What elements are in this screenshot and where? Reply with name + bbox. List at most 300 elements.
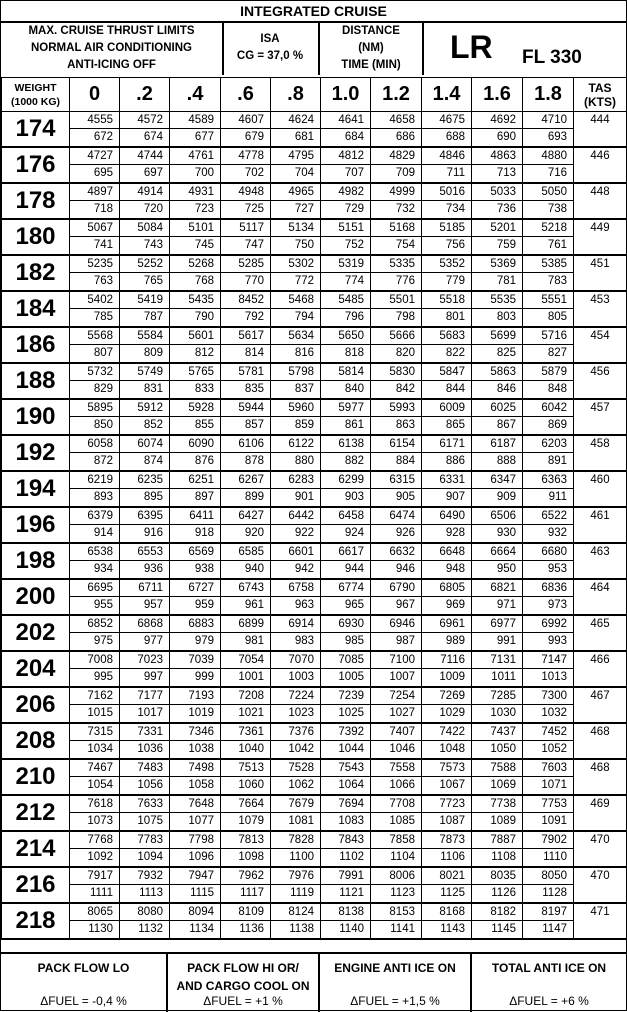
distance-time-cell — [523, 183, 574, 219]
distance-time-cell — [120, 543, 170, 579]
distance-time-cell — [120, 687, 170, 723]
distance-time-cell — [120, 723, 170, 759]
distance-time-cell — [321, 291, 371, 327]
footer-value: ΔFUEL = +1 % — [203, 994, 283, 1008]
distance-time-cell — [321, 867, 371, 903]
distance-time-cell — [321, 903, 371, 939]
time-value: 1058 — [188, 779, 214, 791]
distance-value: 7361 — [221, 724, 270, 741]
distance-time-cell — [523, 867, 574, 903]
time-value: 672 — [93, 131, 113, 143]
footer-label: ENGINE ANTI ICE ON — [334, 961, 456, 975]
time-value: 1111 — [89, 887, 113, 899]
distance-value: 7932 — [120, 868, 169, 885]
distance-value: 4572 — [120, 112, 169, 129]
distance-time-cell — [371, 399, 422, 435]
distance-value: 4931 — [170, 184, 220, 201]
distance-time-cell — [472, 903, 523, 939]
time-value: 716 — [547, 167, 567, 179]
time-value: 981 — [244, 635, 264, 647]
time-value: 973 — [547, 599, 567, 611]
time-value: 893 — [93, 491, 113, 503]
time-value: 991 — [496, 635, 516, 647]
distance-time-cell — [422, 507, 472, 543]
distance-value: 7738 — [472, 796, 522, 813]
page-title: INTEGRATED CRUISE — [1, 1, 626, 23]
time-value: 938 — [194, 563, 214, 575]
distance-time-cell — [170, 255, 221, 291]
distance-value: 7070 — [271, 652, 320, 669]
time-value: 1001 — [238, 671, 264, 683]
tas-cell: 471 — [574, 903, 627, 939]
distance-value: 6411 — [170, 508, 220, 525]
distance-value: 4999 — [371, 184, 421, 201]
distance-value: 7437 — [472, 724, 522, 741]
time-value: 957 — [143, 599, 163, 611]
distance-time-cell — [170, 759, 221, 795]
time-value: 1036 — [137, 743, 163, 755]
time-value: 932 — [547, 527, 567, 539]
distance-time-cell — [120, 219, 170, 255]
time-value: 999 — [194, 671, 214, 683]
distance-value: 7633 — [120, 796, 169, 813]
distance-time-cell — [371, 795, 422, 831]
distance-time-cell — [472, 759, 523, 795]
distance-value: 4846 — [422, 148, 471, 165]
tas-column-header — [574, 78, 627, 112]
distance-value: 5185 — [422, 220, 471, 237]
weight-cell: 188 — [2, 363, 70, 399]
distance-time-cell — [271, 579, 321, 615]
time-value: 948 — [445, 563, 465, 575]
distance-value: 5084 — [120, 220, 169, 237]
time-value: 1141 — [390, 923, 415, 935]
distance-time-cell — [120, 867, 170, 903]
time-value: 907 — [445, 491, 465, 503]
distance-time-cell — [271, 795, 321, 831]
distance-value: 6106 — [221, 436, 270, 453]
distance-value: 5352 — [422, 256, 471, 273]
distance-time-cell — [70, 831, 120, 867]
time-value: 1013 — [541, 671, 567, 683]
distance-time-cell — [120, 183, 170, 219]
delta-column-header: 1.8 — [523, 78, 574, 112]
distance-value: 4555 — [70, 112, 119, 129]
time-value: 1081 — [288, 815, 314, 827]
distance-time-cell — [271, 183, 321, 219]
delta-column-header: 1.4 — [422, 78, 472, 112]
time-value: 1040 — [238, 743, 264, 755]
distance-time-cell — [221, 723, 271, 759]
time-value: 700 — [194, 167, 214, 179]
distance-time-cell — [120, 903, 170, 939]
time-value: 855 — [194, 419, 214, 431]
distance-value: 5335 — [371, 256, 421, 273]
distance-value: 6930 — [321, 616, 370, 633]
distance-time-cell — [371, 112, 422, 148]
time-value: 971 — [496, 599, 516, 611]
time-value: 681 — [294, 131, 314, 143]
distance-value: 6203 — [523, 436, 573, 453]
distance-time-cell — [321, 507, 371, 543]
distance-time-cell — [371, 903, 422, 939]
time-value: 993 — [547, 635, 567, 647]
distance-value: 6506 — [472, 508, 522, 525]
distance-value: 5485 — [321, 292, 370, 309]
distance-time-cell — [221, 291, 271, 327]
distance-value: 6171 — [422, 436, 471, 453]
distance-value: 5960 — [271, 400, 320, 417]
footer-engine-anti-ice — [320, 954, 472, 1012]
time-value: 750 — [294, 239, 314, 251]
weight-cell: 176 — [2, 147, 70, 183]
distance-value: 6836 — [523, 580, 573, 597]
distance-time-cell — [472, 615, 523, 651]
weight-cell: 202 — [2, 615, 70, 651]
time-value: 979 — [194, 635, 214, 647]
time-value: 953 — [547, 563, 567, 575]
distance-time-cell — [523, 687, 574, 723]
distance-time-cell — [371, 543, 422, 579]
time-value: 1138 — [289, 923, 314, 935]
distance-value: 5928 — [170, 400, 220, 417]
distance-time-cell — [422, 363, 472, 399]
distance-time-cell — [170, 579, 221, 615]
table-row — [2, 795, 627, 831]
time-value: 1048 — [439, 743, 465, 755]
weight-unit: (1000 KG) — [10, 95, 61, 108]
time-value: 827 — [547, 347, 567, 359]
distance-value: 4607 — [221, 112, 270, 129]
distance-value: 6821 — [472, 580, 522, 597]
distance-value: 6711 — [120, 580, 169, 597]
time-value: 1032 — [541, 707, 567, 719]
distance-time-cell — [422, 147, 472, 183]
distance-value: 6805 — [422, 580, 471, 597]
distance-value: 4812 — [321, 148, 370, 165]
distance-time-cell — [422, 255, 472, 291]
distance-value: 6474 — [371, 508, 421, 525]
distance-time-cell — [271, 435, 321, 471]
distance-time-cell — [371, 363, 422, 399]
distance-time-cell — [371, 255, 422, 291]
time-value: 846 — [496, 383, 516, 395]
distance-time-cell — [321, 651, 371, 687]
distance-value: 7376 — [271, 724, 320, 741]
table-row — [2, 291, 627, 327]
distance-value: 5749 — [120, 364, 169, 381]
distance-value: 7843 — [321, 832, 370, 849]
time-value: 783 — [547, 275, 567, 287]
distance-value: 7694 — [321, 796, 370, 813]
limits-line: MAX. CRUISE THRUST LIMITS — [28, 25, 195, 37]
time-value: 950 — [496, 563, 516, 575]
time-value: 1027 — [389, 707, 415, 719]
distance-value: 4641 — [321, 112, 370, 129]
time-value: 869 — [547, 419, 567, 431]
time-value: 857 — [244, 419, 264, 431]
delta-column-header: .4 — [170, 78, 221, 112]
distance-value: 5617 — [221, 328, 270, 345]
distance-value: 6522 — [523, 508, 573, 525]
footer-label-line: PACK FLOW HI OR/ — [187, 961, 299, 975]
table-row — [2, 112, 627, 148]
distance-time-cell — [321, 255, 371, 291]
time-value: 955 — [93, 599, 113, 611]
distance-value: 7208 — [221, 688, 270, 705]
distance-value: 4624 — [271, 112, 320, 129]
time-value: 818 — [344, 347, 364, 359]
time-value: 1108 — [491, 851, 516, 863]
time-value: 765 — [143, 275, 163, 287]
time-value: 911 — [548, 491, 567, 503]
distance-time-cell — [422, 327, 472, 363]
time-value: 922 — [294, 527, 314, 539]
delta-column-header: .2 — [120, 78, 170, 112]
distance-value: 7483 — [120, 760, 169, 777]
delta-column-header: .6 — [221, 78, 271, 112]
time-value: 679 — [244, 131, 264, 143]
distance-value: 4658 — [371, 112, 421, 129]
time-value: 736 — [496, 203, 516, 215]
distance-value: 5781 — [221, 364, 270, 381]
distance-value: 6009 — [422, 400, 471, 417]
time-value: 727 — [294, 203, 314, 215]
distance-time-cell — [472, 471, 523, 507]
footer-value: ΔFUEL = +6 % — [509, 994, 589, 1008]
time-value: 787 — [143, 311, 163, 323]
time-value: 882 — [344, 455, 364, 467]
tas-cell: 444 — [574, 112, 627, 148]
distance-time-cell — [321, 543, 371, 579]
distance-value: 5419 — [120, 292, 169, 309]
distance-time-cell — [371, 147, 422, 183]
distance-value: 5117 — [221, 220, 270, 237]
distance-time-cell — [371, 615, 422, 651]
time-value: 1038 — [188, 743, 214, 755]
distance-value: 8006 — [371, 868, 421, 885]
time-value: 985 — [344, 635, 364, 647]
table-row — [2, 183, 627, 219]
distance-value: 5977 — [321, 400, 370, 417]
distance-value: 7588 — [472, 760, 522, 777]
time-value: 770 — [244, 275, 264, 287]
isa-label: ISA — [260, 33, 280, 45]
distance-value: 5551 — [523, 292, 573, 309]
distance-value: 6727 — [170, 580, 220, 597]
time-value: 763 — [93, 275, 113, 287]
distance-value: 5435 — [170, 292, 220, 309]
time-value: 747 — [244, 239, 264, 251]
distance-value: 8153 — [371, 904, 421, 921]
distance-time-cell — [523, 399, 574, 435]
distance-header — [320, 23, 424, 75]
table-row — [2, 687, 627, 723]
distance-time-cell — [321, 399, 371, 435]
distance-time-cell — [523, 543, 574, 579]
time-value: 1075 — [137, 815, 163, 827]
tas-unit: (KTS) — [584, 94, 616, 109]
distance-value: 6664 — [472, 544, 522, 561]
time-value: 677 — [194, 131, 214, 143]
distance-value: 7664 — [221, 796, 270, 813]
limits-line: NORMAL AIR CONDITIONING — [31, 42, 192, 54]
distance-time-cell — [70, 651, 120, 687]
time-value: 897 — [194, 491, 214, 503]
time-value: 946 — [395, 563, 415, 575]
weight-cell: 208 — [2, 723, 70, 759]
distance-time-cell — [120, 327, 170, 363]
distance-time-cell — [271, 687, 321, 723]
time-value: 1094 — [137, 851, 163, 863]
distance-time-cell — [422, 615, 472, 651]
distance-time-cell — [422, 831, 472, 867]
table-row — [2, 867, 627, 903]
table-row — [2, 651, 627, 687]
distance-time-cell — [221, 147, 271, 183]
distance-time-cell — [70, 363, 120, 399]
time-value: 865 — [445, 419, 465, 431]
footer-value: ΔFUEL = -0,4 % — [40, 994, 127, 1008]
distance-value: 5501 — [371, 292, 421, 309]
tas-cell: 453 — [574, 291, 627, 327]
time-value: 690 — [496, 131, 516, 143]
weight-cell: 180 — [2, 219, 70, 255]
distance-time-cell — [70, 867, 120, 903]
weight-cell: 206 — [2, 687, 70, 723]
distance-value: 7331 — [120, 724, 169, 741]
time-value: 803 — [496, 311, 516, 323]
distance-time-cell — [120, 579, 170, 615]
distance-value: 7558 — [371, 760, 421, 777]
limits-line: ANTI-ICING OFF — [67, 59, 156, 71]
time-value: 837 — [294, 383, 314, 395]
distance-value: 7991 — [321, 868, 370, 885]
time-value: 944 — [344, 563, 364, 575]
tas-cell: 457 — [574, 399, 627, 435]
distance-value: 4589 — [170, 112, 220, 129]
time-value: 903 — [344, 491, 364, 503]
distance-time-cell — [170, 327, 221, 363]
distance-time-cell — [271, 327, 321, 363]
distance-value: 5151 — [321, 220, 370, 237]
tas-cell: 464 — [574, 579, 627, 615]
tas-cell: 454 — [574, 327, 627, 363]
distance-time-cell — [472, 507, 523, 543]
time-value: 1066 — [389, 779, 415, 791]
distance-value: 6251 — [170, 472, 220, 489]
time-value: 1110 — [543, 851, 567, 863]
distance-value: 7467 — [70, 760, 119, 777]
distance-time-cell — [472, 363, 523, 399]
footer-value: ΔFUEL = +1,5 % — [350, 994, 440, 1008]
distance-value: 6648 — [422, 544, 471, 561]
distance-time-cell — [221, 219, 271, 255]
distance-value: 7648 — [170, 796, 220, 813]
distance-time-cell — [523, 435, 574, 471]
distance-value: 7543 — [321, 760, 370, 777]
distance-value: 6553 — [120, 544, 169, 561]
tas-cell: 461 — [574, 507, 627, 543]
delta-column-header: 1.0 — [321, 78, 371, 112]
distance-time-cell — [120, 615, 170, 651]
distance-time-cell — [271, 147, 321, 183]
weight-cell: 194 — [2, 471, 70, 507]
distance-time-cell — [422, 687, 472, 723]
weight-cell: 184 — [2, 291, 70, 327]
tas-cell: 449 — [574, 219, 627, 255]
distance-time-cell — [170, 903, 221, 939]
distance-value: 7452 — [523, 724, 573, 741]
time-value: 1085 — [389, 815, 415, 827]
distance-time-cell — [422, 723, 472, 759]
distance-time-cell — [221, 363, 271, 399]
distance-value: 5201 — [472, 220, 522, 237]
distance-time-cell — [472, 435, 523, 471]
distance-value: 5830 — [371, 364, 421, 381]
distance-time-cell — [271, 543, 321, 579]
weight-cell: 174 — [2, 112, 70, 148]
distance-value: 5912 — [120, 400, 169, 417]
tas-cell: 470 — [574, 867, 627, 903]
distance-value: 4692 — [472, 112, 522, 129]
time-value: 1102 — [339, 851, 364, 863]
weight-cell: 190 — [2, 399, 70, 435]
time-value: 1003 — [288, 671, 314, 683]
tas-header: TAS — [588, 80, 612, 95]
distance-value: 6235 — [120, 472, 169, 489]
time-value: 874 — [143, 455, 163, 467]
distance-time-cell — [221, 327, 271, 363]
weight-column-header — [2, 78, 70, 112]
table-row — [2, 363, 627, 399]
time-value: 977 — [143, 635, 163, 647]
distance-value: 5268 — [170, 256, 220, 273]
distance-time-cell — [70, 435, 120, 471]
distance-value: 5252 — [120, 256, 169, 273]
time-value: 720 — [143, 203, 163, 215]
distance-time-cell — [321, 723, 371, 759]
distance-value: 6538 — [70, 544, 119, 561]
distance-time-cell — [472, 795, 523, 831]
distance-value: 8021 — [422, 868, 471, 885]
time-value: 1023 — [288, 707, 314, 719]
distance-time-cell — [472, 183, 523, 219]
distance-value: 8452 — [221, 292, 270, 309]
distance-value: 6395 — [120, 508, 169, 525]
weight-cell: 212 — [2, 795, 70, 831]
delta-column-header: 1.2 — [371, 78, 422, 112]
time-value: 768 — [194, 275, 214, 287]
time-value: 796 — [344, 311, 364, 323]
distance-time-cell — [120, 147, 170, 183]
distance-time-cell — [523, 471, 574, 507]
footer-label — [168, 959, 318, 995]
distance-value: 7177 — [120, 688, 169, 705]
time-value: 926 — [395, 527, 415, 539]
distance-time-cell — [321, 327, 371, 363]
time-value: 886 — [445, 455, 465, 467]
distance-time-cell — [371, 651, 422, 687]
time-value: 816 — [294, 347, 314, 359]
distance-value: 5568 — [70, 328, 119, 345]
time-value: 859 — [294, 419, 314, 431]
mode-header — [424, 23, 626, 75]
distance-value: 7679 — [271, 796, 320, 813]
distance-time-cell — [170, 219, 221, 255]
tas-cell: 466 — [574, 651, 627, 687]
distance-time-cell — [221, 579, 271, 615]
